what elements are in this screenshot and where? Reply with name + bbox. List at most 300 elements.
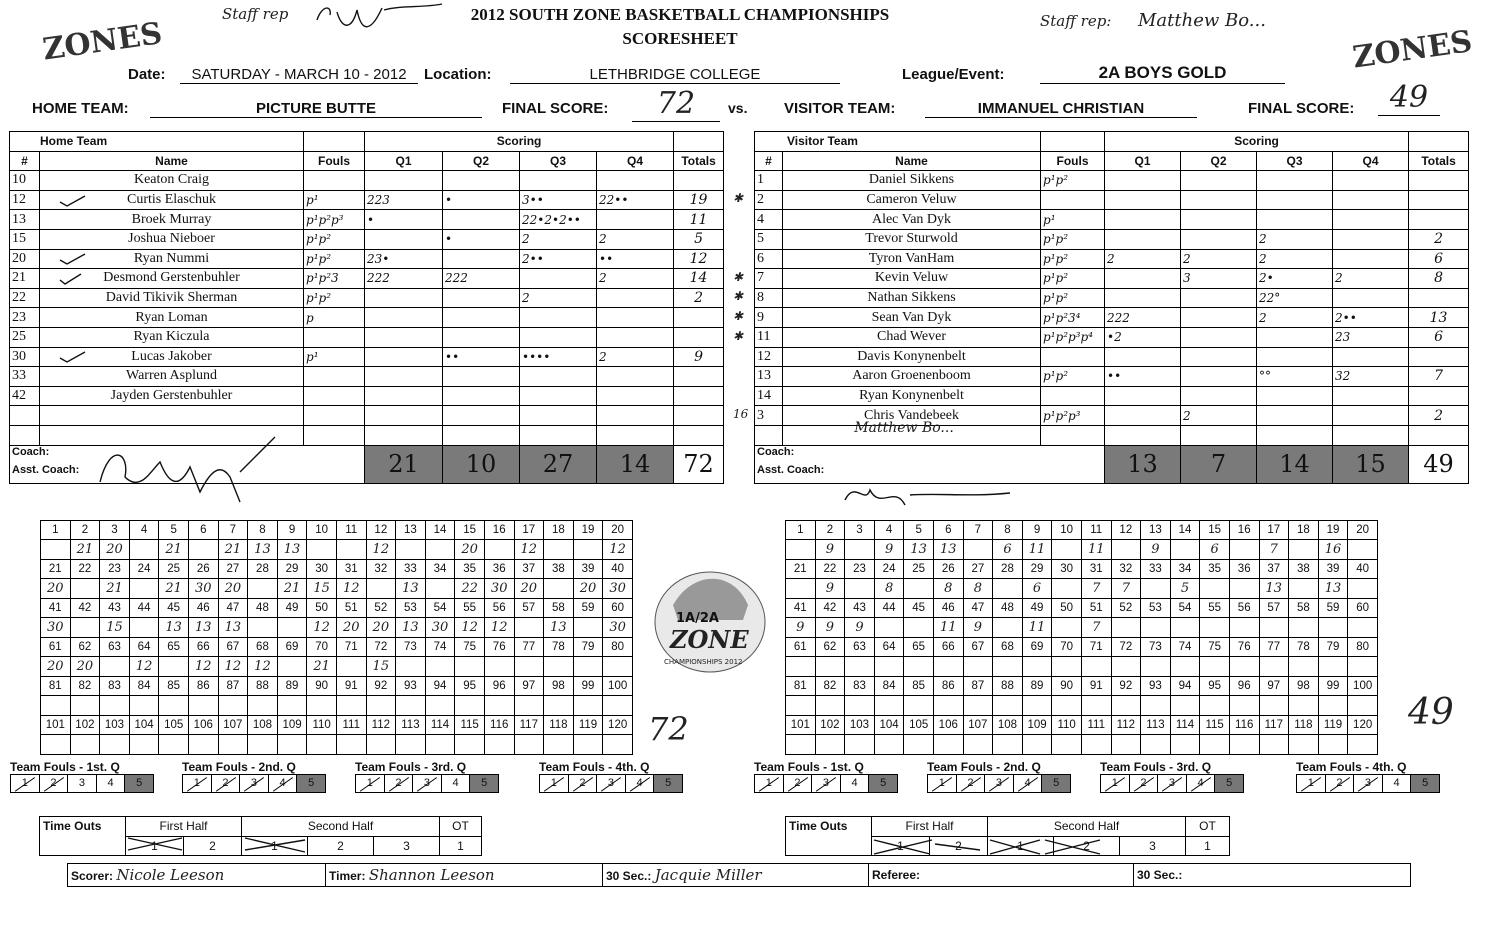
grid-player <box>1170 540 1200 560</box>
player-q4 <box>1333 229 1409 249</box>
grid-player: 21 <box>277 579 307 599</box>
league-value: 2A BOYS GOLD <box>1040 63 1285 84</box>
grid-player <box>514 735 544 755</box>
team-foul-box[interactable]: 1 <box>928 775 957 792</box>
col-num: # <box>755 151 783 171</box>
grid-number: 42 <box>815 599 845 618</box>
referee-label: Referee: <box>872 868 921 882</box>
player-name: Daniel Sikkens <box>783 171 1041 191</box>
team-foul-box[interactable]: 3 <box>1158 775 1187 792</box>
home-to-box[interactable]: 2 <box>308 836 374 856</box>
player-q2 <box>1181 367 1257 387</box>
player-fouls <box>304 367 365 387</box>
grid-player <box>307 696 337 716</box>
grid-number: 97 <box>514 677 544 696</box>
player-num: 25 <box>10 327 40 347</box>
player-q3 <box>1257 190 1333 210</box>
grid-player: 6 <box>1022 579 1052 599</box>
grid-player: 7 <box>1081 618 1111 638</box>
grid-player <box>544 657 574 677</box>
grid-number: 40 <box>603 560 633 579</box>
grid-number: 18 <box>544 521 574 540</box>
grid-player: 21 <box>100 579 130 599</box>
player-q3 <box>1257 347 1333 367</box>
grid-player <box>455 657 485 677</box>
grid-player <box>815 696 845 716</box>
grid-number: 20 <box>1348 521 1378 540</box>
grid-player <box>277 735 307 755</box>
grid-number: 23 <box>100 560 130 579</box>
staff-rep-left-signature <box>312 0 452 40</box>
player-fouls <box>304 171 365 191</box>
team-foul-box[interactable]: 3 <box>812 775 841 792</box>
team-foul-box[interactable]: 5 <box>869 775 897 792</box>
grid-number: 51 <box>1081 599 1111 618</box>
timer-cell <box>326 864 603 887</box>
team-fouls-boxes <box>927 774 1071 793</box>
team-foul-box[interactable]: 1 <box>183 775 212 792</box>
player-fouls <box>1041 425 1105 445</box>
grid-player <box>70 579 100 599</box>
grid-number: 69 <box>1022 638 1052 657</box>
home-first-half: First Half <box>126 817 242 837</box>
player-num <box>10 425 40 445</box>
player-q3: 2•• <box>520 249 597 269</box>
team-foul-box[interactable]: 5 <box>1042 775 1070 792</box>
team-foul-box[interactable]: 1 <box>356 775 385 792</box>
team-foul-box[interactable]: 3 <box>1354 775 1383 792</box>
player-q4 <box>597 327 674 347</box>
grid-player <box>1318 735 1348 755</box>
grid-player: 30 <box>603 579 633 599</box>
grid-number: 38 <box>1289 560 1319 579</box>
team-foul-box[interactable]: 3 <box>985 775 1014 792</box>
player-q2 <box>1181 210 1257 230</box>
visitor-star-mark: ✱ <box>733 269 744 284</box>
grid-player-row <box>786 735 1378 755</box>
visitor-to-box[interactable]: 2 <box>1054 836 1120 856</box>
grid-player <box>1052 540 1082 560</box>
player-name <box>40 406 304 426</box>
team-foul-box[interactable]: 3 <box>597 775 626 792</box>
player-q3: °° <box>1257 367 1333 387</box>
quarter-total: 7 <box>1181 445 1257 483</box>
grid-player <box>815 657 845 677</box>
team-foul-box[interactable]: 5 <box>1411 775 1439 792</box>
player-name: Tyron VanHam <box>783 249 1041 269</box>
grid-player <box>786 735 816 755</box>
player-name: Jayden Gerstenbuhler <box>40 386 304 406</box>
team-foul-box[interactable]: 1 <box>1101 775 1130 792</box>
team-fouls-boxes <box>355 774 499 793</box>
team-foul-box[interactable]: 4 <box>97 775 126 792</box>
grid-player <box>100 657 130 677</box>
grid-number: 24 <box>874 560 904 579</box>
grid-number-row <box>786 638 1378 657</box>
player-q3 <box>520 308 597 328</box>
home-second-half: Second Half <box>242 817 440 837</box>
team-fouls-label: Team Fouls - 4th. Q <box>1296 760 1407 774</box>
home-roster-table <box>9 131 724 484</box>
player-q4 <box>597 386 674 406</box>
home-to-box[interactable]: 3 <box>374 836 440 856</box>
player-total: 7 <box>1409 367 1469 387</box>
visitor-to-box[interactable]: 3 <box>1120 836 1186 856</box>
player-q2 <box>1181 347 1257 367</box>
home-to-box[interactable]: 1 <box>242 836 308 856</box>
player-q1: • <box>365 210 443 230</box>
grid-player: 12 <box>188 657 218 677</box>
grid-player <box>933 735 963 755</box>
team-foul-box[interactable]: 5 <box>125 775 153 792</box>
team-foul-box[interactable]: 4 <box>1187 775 1216 792</box>
grid-player <box>1229 579 1259 599</box>
team-fouls-quarter <box>927 760 1071 793</box>
grid-player: 12 <box>307 618 337 638</box>
player-q2 <box>443 210 520 230</box>
player-num: 12 <box>755 347 783 367</box>
grid-number: 9 <box>1022 521 1052 540</box>
table-row <box>10 386 724 406</box>
visitor-final-score-label: FINAL SCORE: <box>1248 100 1355 117</box>
grid-player <box>874 618 904 638</box>
grid-player <box>1141 696 1171 716</box>
home-to-box[interactable]: 1 <box>126 836 184 856</box>
visitor-to-box[interactable]: 1 <box>988 836 1054 856</box>
logo-left <box>38 10 165 72</box>
team-fouls-quarter <box>182 760 326 793</box>
player-fouls: p¹p²3⁴ <box>1041 308 1105 328</box>
player-q3: 2 <box>1257 249 1333 269</box>
player-q1 <box>1105 171 1181 191</box>
player-q4 <box>597 210 674 230</box>
grid-number: 46 <box>188 599 218 618</box>
grid-number: 32 <box>1111 560 1141 579</box>
player-q2 <box>1181 190 1257 210</box>
team-foul-box[interactable]: 1 <box>1297 775 1326 792</box>
team-foul-box[interactable]: 5 <box>470 775 498 792</box>
grid-player: 7 <box>1259 540 1289 560</box>
grid-player <box>993 696 1023 716</box>
table-row <box>10 190 724 210</box>
grid-number: 31 <box>336 560 366 579</box>
player-q1 <box>365 406 443 426</box>
team-foul-box[interactable]: 4 <box>269 775 298 792</box>
grid-number-row <box>41 716 633 735</box>
grid-player <box>484 735 514 755</box>
grid-player <box>1259 618 1289 638</box>
player-total <box>674 327 724 347</box>
home-final-score: 72 <box>632 86 720 122</box>
home-running-final: 72 <box>648 710 689 748</box>
grid-player <box>1348 657 1378 677</box>
grid-player <box>129 618 159 638</box>
home-team-header: Home Team <box>10 132 304 152</box>
grid-number: 91 <box>1081 677 1111 696</box>
grid-number-row <box>41 677 633 696</box>
grid-number: 38 <box>544 560 574 579</box>
team-foul-box[interactable]: 4 <box>1014 775 1043 792</box>
team-foul-box[interactable]: 3 <box>68 775 97 792</box>
visitor-to-box[interactable]: 2 <box>930 836 988 856</box>
player-num: 5 <box>755 229 783 249</box>
grid-player <box>159 657 189 677</box>
visitor-team-header: Visitor Team <box>755 132 1041 152</box>
grid-player: 13 <box>188 618 218 638</box>
visitor-second-half: Second Half <box>988 817 1186 837</box>
team-fouls-label: Team Fouls - 4th. Q <box>539 760 650 774</box>
home-to-box[interactable]: 1 <box>440 836 482 856</box>
team-foul-box[interactable]: 1 <box>11 775 40 792</box>
grid-player <box>218 735 248 755</box>
table-row <box>755 269 1469 289</box>
grid-player <box>1081 657 1111 677</box>
grid-number: 81 <box>786 677 816 696</box>
player-q3 <box>520 269 597 289</box>
grid-player: 9 <box>1141 540 1171 560</box>
team-foul-box[interactable]: 4 <box>1383 775 1412 792</box>
team-foul-box[interactable]: 3 <box>413 775 442 792</box>
grid-number: 22 <box>70 560 100 579</box>
grid-player: 12 <box>218 657 248 677</box>
player-q2 <box>443 386 520 406</box>
grid-player <box>1289 579 1319 599</box>
team-fouls-boxes <box>10 774 154 793</box>
grid-player <box>100 696 130 716</box>
grid-player: 13 <box>277 540 307 560</box>
team-fouls-label: Team Fouls - 3rd. Q <box>355 760 467 774</box>
player-total <box>1409 171 1469 191</box>
player-q2 <box>443 288 520 308</box>
table-row <box>755 249 1469 269</box>
visitor-to-box[interactable]: 1 <box>872 836 930 856</box>
grid-number: 113 <box>396 716 426 735</box>
visitor-star-mark: ✱ <box>733 190 744 205</box>
home-to-box[interactable]: 2 <box>184 836 242 856</box>
player-q4 <box>1333 171 1409 191</box>
player-fouls: p¹p²p³p⁴ <box>1041 327 1105 347</box>
player-q1 <box>365 327 443 347</box>
grid-number: 59 <box>1318 599 1348 618</box>
grid-player: 12 <box>455 618 485 638</box>
team-fouls-boxes <box>1100 774 1244 793</box>
grid-player <box>1052 579 1082 599</box>
grid-number: 119 <box>573 716 603 735</box>
grid-player <box>544 735 574 755</box>
grid-player <box>248 618 278 638</box>
team-foul-box[interactable]: 2 <box>1326 775 1355 792</box>
grid-player: 30 <box>603 618 633 638</box>
player-total <box>674 171 724 191</box>
team-foul-box[interactable]: 4 <box>442 775 471 792</box>
player-q3 <box>520 406 597 426</box>
player-q2 <box>443 171 520 191</box>
grid-player: 13 <box>904 540 934 560</box>
player-q4: 2 <box>597 229 674 249</box>
grid-player: 6 <box>993 540 1023 560</box>
grid-player <box>425 540 455 560</box>
grid-player: 20 <box>41 579 71 599</box>
team-foul-box[interactable]: 2 <box>212 775 241 792</box>
grid-player <box>1259 657 1289 677</box>
player-total: 13 <box>1409 308 1469 328</box>
grid-number: 98 <box>1289 677 1319 696</box>
col-q3: Q3 <box>520 151 597 171</box>
team-foul-box[interactable]: 2 <box>784 775 813 792</box>
grid-number: 34 <box>425 560 455 579</box>
team-fouls-quarter <box>10 760 154 793</box>
grid-player <box>484 540 514 560</box>
grid-number: 35 <box>455 560 485 579</box>
player-fouls <box>304 406 365 426</box>
grid-number: 37 <box>514 560 544 579</box>
team-foul-box[interactable]: 2 <box>1130 775 1159 792</box>
grid-number: 13 <box>396 521 426 540</box>
table-row <box>10 269 724 289</box>
grid-number: 77 <box>1259 638 1289 657</box>
grid-number: 6 <box>188 521 218 540</box>
grid-number: 89 <box>277 677 307 696</box>
grid-player: 13 <box>396 618 426 638</box>
grid-number: 5 <box>159 521 189 540</box>
player-q4: 2 <box>597 269 674 289</box>
table-row <box>10 347 724 367</box>
grid-number: 75 <box>455 638 485 657</box>
grid-number: 103 <box>845 716 875 735</box>
grid-player <box>277 618 307 638</box>
player-q3 <box>520 327 597 347</box>
grid-number: 30 <box>307 560 337 579</box>
player-q4 <box>597 367 674 387</box>
col-name: Name <box>783 151 1041 171</box>
player-fouls <box>304 386 365 406</box>
grid-number: 88 <box>248 677 278 696</box>
player-name: Ryan Konynenbelt <box>783 386 1041 406</box>
grid-player: 13 <box>159 618 189 638</box>
grid-player <box>41 735 71 755</box>
player-q2 <box>443 308 520 328</box>
player-total <box>1409 386 1469 406</box>
asst-coach-label: Asst. Coach: <box>12 463 80 476</box>
player-name: Alec Van Dyk <box>783 210 1041 230</box>
player-total: 19 <box>674 190 724 210</box>
visitor-asst-signature <box>840 475 1020 515</box>
table-row <box>755 327 1469 347</box>
grid-number: 34 <box>1170 560 1200 579</box>
visitor-blank-header <box>1041 132 1105 152</box>
grid-number: 5 <box>904 521 934 540</box>
grid-number: 21 <box>41 560 71 579</box>
grid-number: 71 <box>1081 638 1111 657</box>
player-q2: 2 <box>1181 406 1257 426</box>
team-foul-box[interactable]: 1 <box>755 775 784 792</box>
team-foul-box[interactable]: 1 <box>540 775 569 792</box>
player-q3 <box>1257 406 1333 426</box>
grid-number: 70 <box>307 638 337 657</box>
player-q2 <box>1181 171 1257 191</box>
team-foul-box[interactable]: 4 <box>841 775 870 792</box>
grid-player <box>786 540 816 560</box>
grid-player <box>277 696 307 716</box>
grid-number: 80 <box>603 638 633 657</box>
player-q1 <box>1105 229 1181 249</box>
player-q4 <box>597 425 674 445</box>
player-total <box>1409 288 1469 308</box>
grid-number: 113 <box>1141 716 1171 735</box>
logo-right <box>1348 18 1475 80</box>
grid-player-row <box>786 696 1378 716</box>
grid-player: 12 <box>248 657 278 677</box>
team-foul-box[interactable]: 5 <box>297 775 325 792</box>
player-num: 4 <box>755 210 783 230</box>
player-fouls: p¹p² <box>1041 269 1105 289</box>
player-q4 <box>1333 347 1409 367</box>
grid-player: 8 <box>933 579 963 599</box>
player-fouls: p¹p²p³ <box>304 210 365 230</box>
grid-player <box>425 735 455 755</box>
player-q1 <box>1105 406 1181 426</box>
team-foul-box[interactable]: 3 <box>240 775 269 792</box>
player-q2 <box>443 249 520 269</box>
grid-number: 72 <box>1111 638 1141 657</box>
team-foul-box[interactable]: 2 <box>40 775 69 792</box>
grid-player <box>1229 657 1259 677</box>
grid-number: 65 <box>159 638 189 657</box>
grid-number: 67 <box>963 638 993 657</box>
team-foul-box[interactable]: 2 <box>385 775 414 792</box>
grid-player <box>573 735 603 755</box>
player-q3: 2 <box>520 288 597 308</box>
visitor-to-box[interactable]: 1 <box>1186 836 1230 856</box>
team-foul-box[interactable]: 5 <box>654 775 682 792</box>
team-fouls-boxes <box>539 774 683 793</box>
grid-player <box>70 696 100 716</box>
grid-player <box>963 696 993 716</box>
grid-player <box>904 657 934 677</box>
team-foul-box[interactable]: 4 <box>626 775 655 792</box>
grid-number-row <box>41 599 633 618</box>
team-foul-box[interactable]: 2 <box>569 775 598 792</box>
grid-number: 64 <box>874 638 904 657</box>
grid-number: 120 <box>1348 716 1378 735</box>
player-fouls: p¹p² <box>304 288 365 308</box>
grid-number: 65 <box>904 638 934 657</box>
quarter-total: 14 <box>1257 445 1333 483</box>
grid-number: 86 <box>188 677 218 696</box>
team-foul-box[interactable]: 2 <box>957 775 986 792</box>
grid-number: 68 <box>993 638 1023 657</box>
grid-number: 17 <box>1259 521 1289 540</box>
player-total: 14 <box>674 269 724 289</box>
grid-player <box>366 579 396 599</box>
logo-right-text: ZONES <box>1350 24 1475 76</box>
grid-number: 12 <box>366 521 396 540</box>
grid-player <box>455 735 485 755</box>
grid-number: 112 <box>366 716 396 735</box>
grid-number: 16 <box>484 521 514 540</box>
grid-number: 11 <box>1081 521 1111 540</box>
grid-player: 7 <box>1081 579 1111 599</box>
grid-player: 20 <box>455 540 485 560</box>
grid-player: 8 <box>874 579 904 599</box>
player-total: 5 <box>674 229 724 249</box>
team-foul-box[interactable]: 5 <box>1215 775 1243 792</box>
team-fouls-quarter <box>355 760 499 793</box>
grid-number: 53 <box>396 599 426 618</box>
grid-player <box>129 579 159 599</box>
team-fouls-quarter <box>1100 760 1244 793</box>
grid-player <box>1289 657 1319 677</box>
